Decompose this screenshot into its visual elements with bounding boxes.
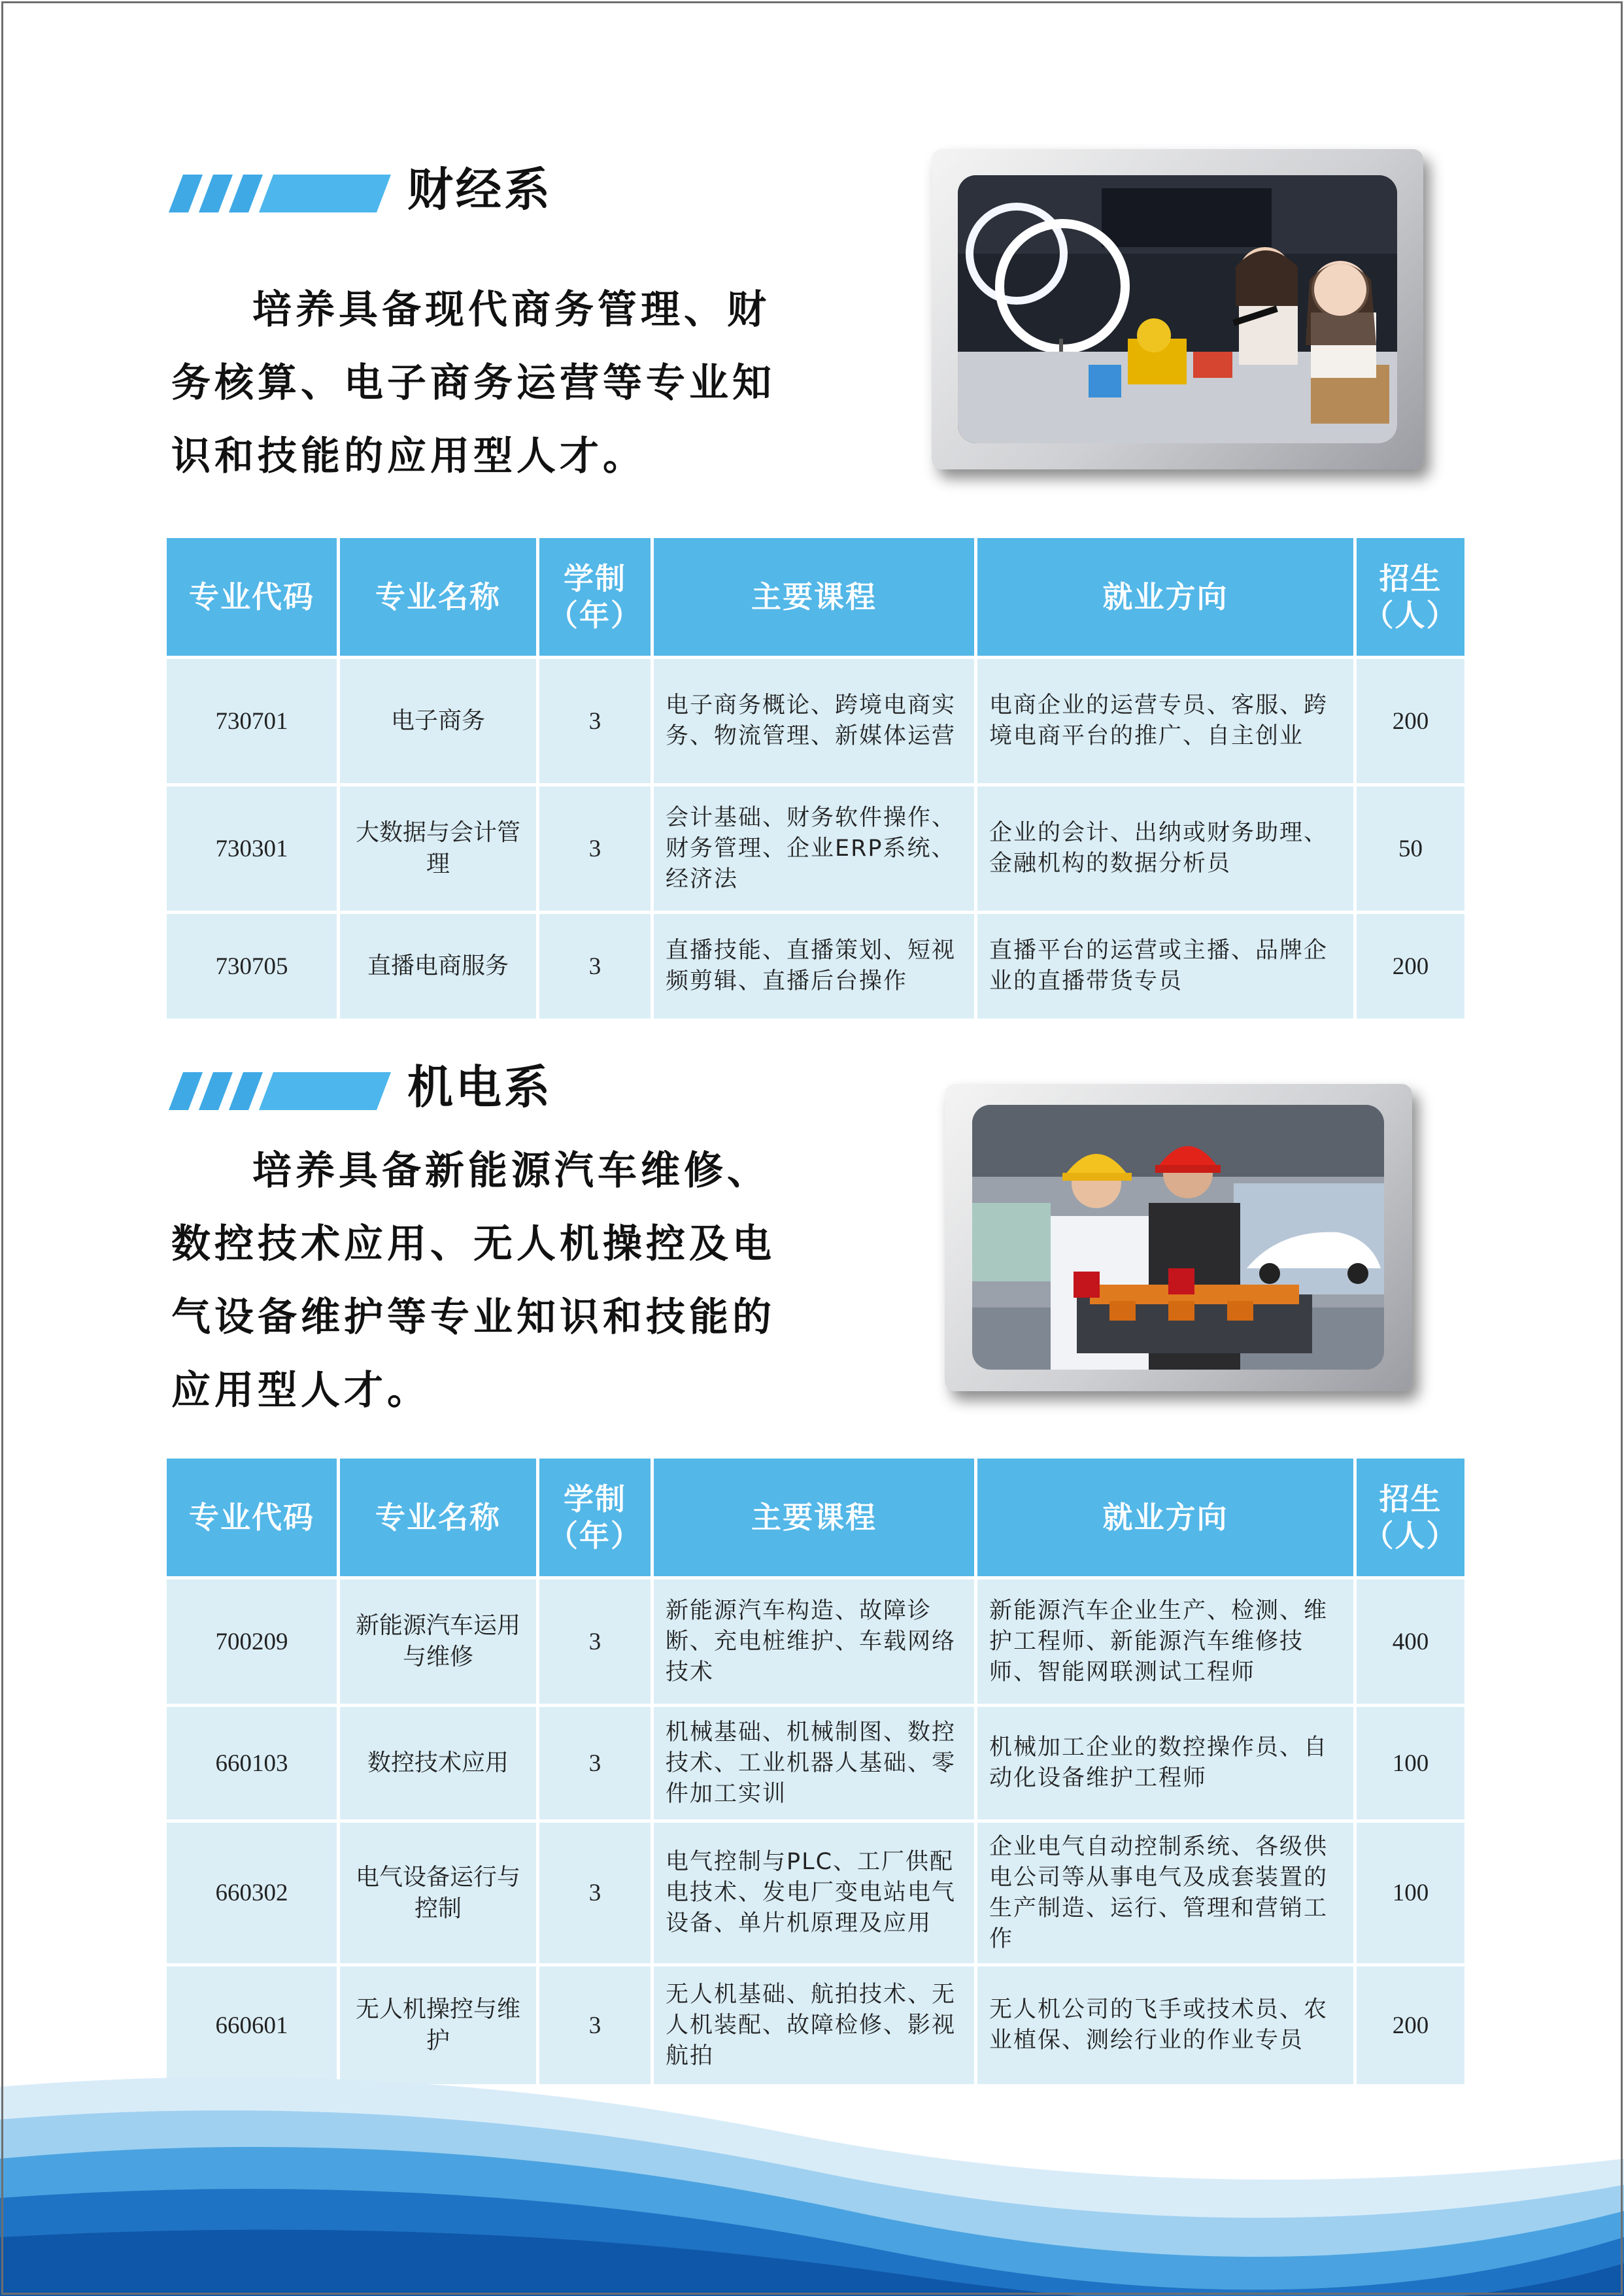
- major-code: 700209: [167, 1579, 337, 1704]
- header-name: 专业名称: [340, 1459, 536, 1576]
- major-enroll: 200: [1357, 659, 1464, 783]
- photo-frame: [932, 149, 1423, 469]
- photo-frame: [945, 1084, 1412, 1391]
- major-years: 3: [539, 1707, 651, 1819]
- major-code: 730705: [167, 914, 337, 1019]
- header-years: 学制 （年）: [539, 538, 651, 656]
- major-courses: 电子商务概论、跨境电商实务、物流管理、新媒体运营: [654, 659, 974, 783]
- table-header-row: [167, 1459, 1464, 1576]
- section-header-mechatronics: [169, 1058, 626, 1117]
- major-enroll: 200: [1357, 1967, 1464, 2084]
- major-career: 企业的会计、出纳或财务助理、金融机构的数据分析员: [977, 786, 1353, 911]
- major-courses: 电气控制与PLC、工厂供配电技术、发电厂变电站电气设备、单片机原理及应用: [654, 1823, 974, 1963]
- major-code: 730701: [167, 659, 337, 783]
- major-name: 直播电商服务: [340, 914, 536, 1019]
- major-name: 电子商务: [340, 659, 536, 783]
- header-courses: 主要课程: [654, 538, 974, 656]
- wave-decoration: [0, 2061, 1624, 2296]
- table-row: [167, 659, 1464, 783]
- livestream-photo: [958, 175, 1397, 443]
- major-years: 3: [539, 1579, 651, 1704]
- major-career: 无人机公司的飞手或技术员、农业植保、测绘行业的作业专员: [977, 1967, 1353, 2084]
- major-enroll: 200: [1357, 914, 1464, 1019]
- table-row: [167, 786, 1464, 911]
- header-years: 学制 （年）: [539, 1459, 651, 1576]
- major-code: 660302: [167, 1823, 337, 1963]
- table-row: [167, 914, 1464, 1019]
- major-code: 730301: [167, 786, 337, 911]
- header-enroll: 招生 （人）: [1357, 538, 1464, 656]
- major-courses: 机械基础、机械制图、数控技术、工业机器人基础、零件加工实训: [654, 1707, 974, 1819]
- header-career: 就业方向: [977, 538, 1353, 656]
- major-years: 3: [539, 1967, 651, 2084]
- stripes-icon: [169, 175, 391, 212]
- major-enroll: 100: [1357, 1707, 1464, 1819]
- table-row: [167, 1823, 1464, 1963]
- major-name: 电气设备运行与控制: [340, 1823, 536, 1963]
- major-career: 企业电气自动控制系统、各级供电公司等从事电气及成套装置的生产制造、运行、管理和营销工作: [977, 1823, 1353, 1963]
- major-years: 3: [539, 1823, 651, 1963]
- header-code: 专业代码: [167, 538, 337, 656]
- header-name: 专业名称: [340, 538, 536, 656]
- major-career: 直播平台的运营或主播、品牌企业的直播带货专员: [977, 914, 1353, 1019]
- stripes-icon: [169, 1072, 391, 1110]
- header-courses: 主要课程: [654, 1459, 974, 1576]
- section-description: 培养具备现代商务管理、财务核算、电子商务运营等专业知识和技能的应用型人才。: [171, 287, 775, 479]
- ev-repair-photo: [972, 1105, 1384, 1370]
- section-header-finance: [169, 160, 626, 219]
- major-name: 数控技术应用: [340, 1707, 536, 1819]
- section-title: 财经系: [407, 163, 552, 216]
- major-years: 3: [539, 659, 651, 783]
- section-description: 培养具备新能源汽车维修、数控技术应用、无人机操控及电气设备维护等专业知识和技能的应用型人才。: [171, 1148, 775, 1413]
- major-career: 电商企业的运营专员、客服、跨境电商平台的推广、自主创业: [977, 659, 1353, 783]
- table-row: [167, 1579, 1464, 1704]
- major-courses: 直播技能、直播策划、短视频剪辑、直播后台操作: [654, 914, 974, 1019]
- major-enroll: 100: [1357, 1823, 1464, 1963]
- major-career: 新能源汽车企业生产、检测、维护工程师、新能源汽车维修技师、智能网联测试工程师: [977, 1579, 1353, 1704]
- header-code: 专业代码: [167, 1459, 337, 1576]
- major-name: 大数据与会计管理: [340, 786, 536, 911]
- major-courses: 会计基础、财务软件操作、财务管理、企业ERP系统、经济法: [654, 786, 974, 911]
- major-code: 660601: [167, 1967, 337, 2084]
- header-enroll: 招生 （人）: [1357, 1459, 1464, 1576]
- table-header-row: [167, 538, 1464, 656]
- major-years: 3: [539, 914, 651, 1019]
- majors-table-mechatronics: [163, 1455, 1468, 2087]
- major-name: 无人机操控与维护: [340, 1967, 536, 2084]
- section-title: 机电系: [407, 1060, 552, 1114]
- majors-table-finance: [163, 535, 1468, 1022]
- major-name: 新能源汽车运用与维修: [340, 1579, 536, 1704]
- major-courses: 新能源汽车构造、故障诊断、充电桩维护、车载网络技术: [654, 1579, 974, 1704]
- major-enroll: 400: [1357, 1579, 1464, 1704]
- major-courses: 无人机基础、航拍技术、无人机装配、故障检修、影视航拍: [654, 1967, 974, 2084]
- major-code: 660103: [167, 1707, 337, 1819]
- table-row: [167, 1707, 1464, 1819]
- major-enroll: 50: [1357, 786, 1464, 911]
- header-career: 就业方向: [977, 1459, 1353, 1576]
- major-years: 3: [539, 786, 651, 911]
- major-career: 机械加工企业的数控操作员、自动化设备维护工程师: [977, 1707, 1353, 1819]
